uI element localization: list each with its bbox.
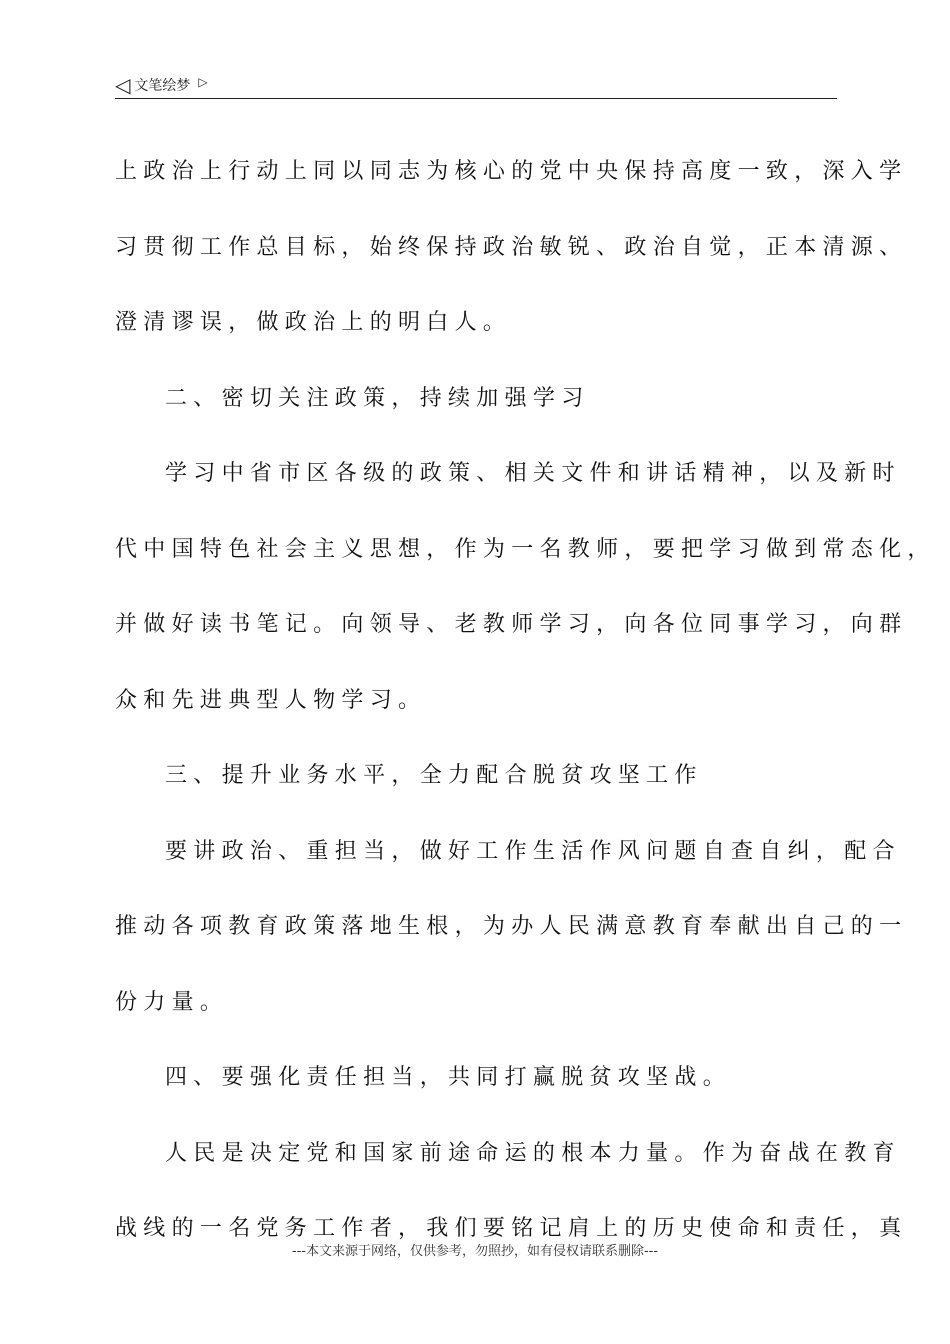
triangle-left-icon: ◁ (115, 73, 131, 97)
document-body (115, 142, 936, 1275)
text-line: 人民是决定党和国家前途命运的根本力量。作为奋战在教育 (165, 1140, 901, 1166)
text-line: 并做好读书笔记。向领导、老教师学习，向各位同事学习，向群 (115, 612, 908, 637)
header-title: 文笔绘梦 (134, 78, 191, 94)
text-line: 习贯彻工作总目标，始终保持政治敏锐、政治自觉，正本清源、 (115, 234, 908, 260)
text-line: 二、密切关注政策，持续加强学习 (165, 385, 590, 411)
text-line: 推动各项教育政策落地生根，为办人民满意教育奉献出自己的一 (115, 914, 908, 939)
text-line: 澄清谬误，做政治上的明白人。 (115, 310, 512, 335)
text-line: 份力量。 (115, 989, 229, 1015)
text-line: 学习中省市区各级的政策、相关文件和讲话精神，以及新时 (165, 461, 901, 486)
text-line: 上政治上行动上同以同志为核心的党中央保持高度一致，深入学 (115, 159, 908, 184)
text-line: 众和先进典型人物学习。 (115, 687, 427, 713)
triangle-right-icon: ▷ (198, 75, 208, 89)
page-header (115, 72, 837, 99)
text-line: 代中国特色社会主义思想，作为一名教师，要把学习做到常态化， (115, 536, 936, 562)
text-line: 三、提升业务水平，全力配合脱贫攻坚工作 (165, 763, 703, 788)
text-line: 四、要强化责任担当，共同打赢脱贫攻坚战。 (165, 1065, 732, 1090)
text-line: 要讲政治、重担当，做好工作生活作风问题自查自纠，配合 (165, 838, 901, 864)
page-footer: ---本文来源于网络，仅供参考，勿照抄，如有侵权请联系删除--- (291, 1244, 659, 1259)
text-line: 战线的一名党务工作者，我们要铭记肩上的历史使命和责任，真 (115, 1216, 908, 1241)
